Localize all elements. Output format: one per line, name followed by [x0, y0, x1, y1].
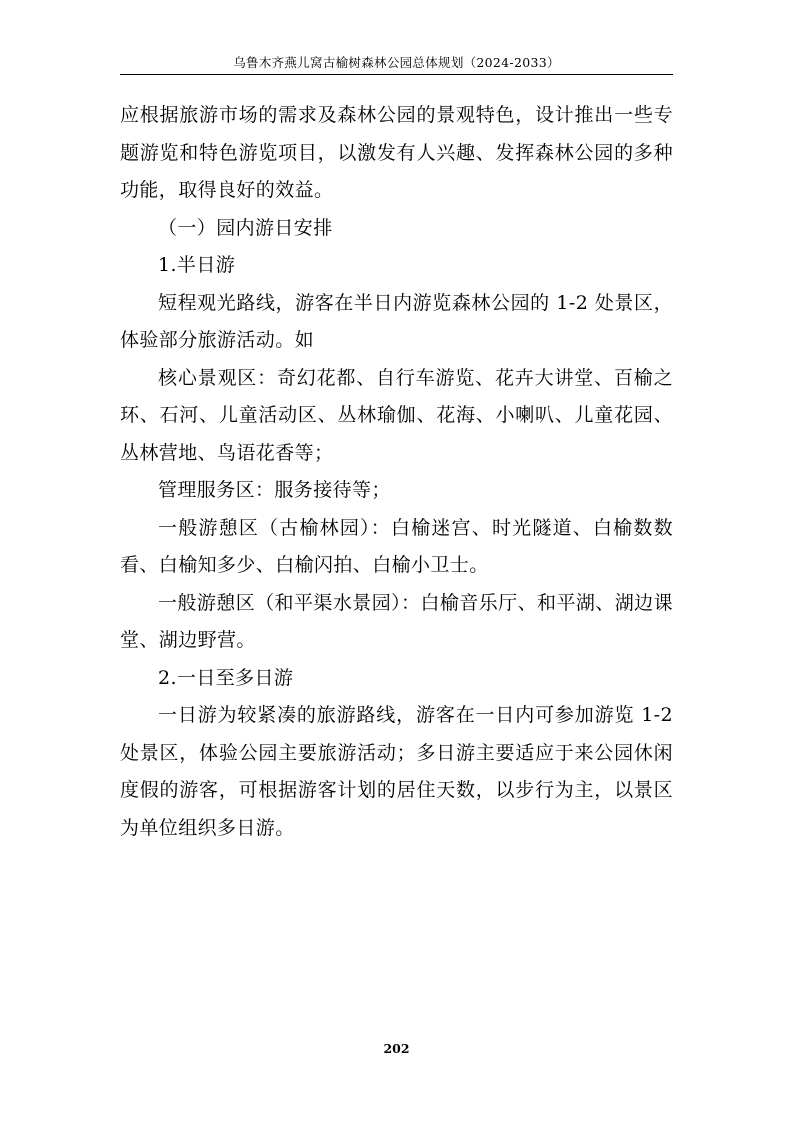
- recreation-area-elm-forest-list: 一般游憩区（古榆林园）：白榆迷宫、时光隧道、白榆数数看、白榆知多少、白榆闪拍、白榆小卫士。: [120, 516, 673, 576]
- core-scenic-area-list: 核心景观区：奇幻花都、自行车游览、花卉大讲堂、百榆之环、石河、儿童活动区、丛林瑜伽、花海、小喇叭、儿童花园、丛林营地、鸟语花香等；: [120, 366, 673, 464]
- section-heading-day-tour-arrangement: （一）园内游日安排: [158, 216, 333, 239]
- header-divider: [120, 74, 673, 75]
- document-body: [120, 97, 673, 847]
- management-service-area-list: 管理服务区：服务接待等；: [158, 479, 391, 501]
- subheading-one-to-multi-day-tour: 2.一日至多日游: [158, 666, 294, 689]
- recreation-area-waterscape-list: 一般游憩区（和平渠水景园）：白榆音乐厅、和平湖、湖边课堂、湖边野营。: [120, 591, 673, 651]
- page-number: 202: [383, 1041, 410, 1056]
- subheading-half-day-tour: 1.半日游: [158, 254, 236, 276]
- running-header-title: 乌鲁木齐燕儿窝古榆树森林公园总体规划（2024-2033）: [233, 55, 560, 70]
- multi-day-tour-description: 一日游为较紧凑的旅游路线，游客在一日内可参加游览 1-2 处景区，体验公园主要旅游活动；多日游主要适应于来公园休闲度假的游客，可根据游客计划的居住天数，以步行为主，以景区为单位组织多日游。: [120, 704, 673, 839]
- intro-paragraph: 应根据旅游市场的需求及森林公园的景观特色，设计推出一些专题游览和特色游览项目，以激发有人兴趣、发挥森林公园的多种功能，取得良好的效益。: [120, 104, 673, 201]
- half-day-tour-description: 短程观光路线，游客在半日内游览森林公园的 1-2 处景区，体验部分旅游活动。如: [120, 291, 673, 351]
